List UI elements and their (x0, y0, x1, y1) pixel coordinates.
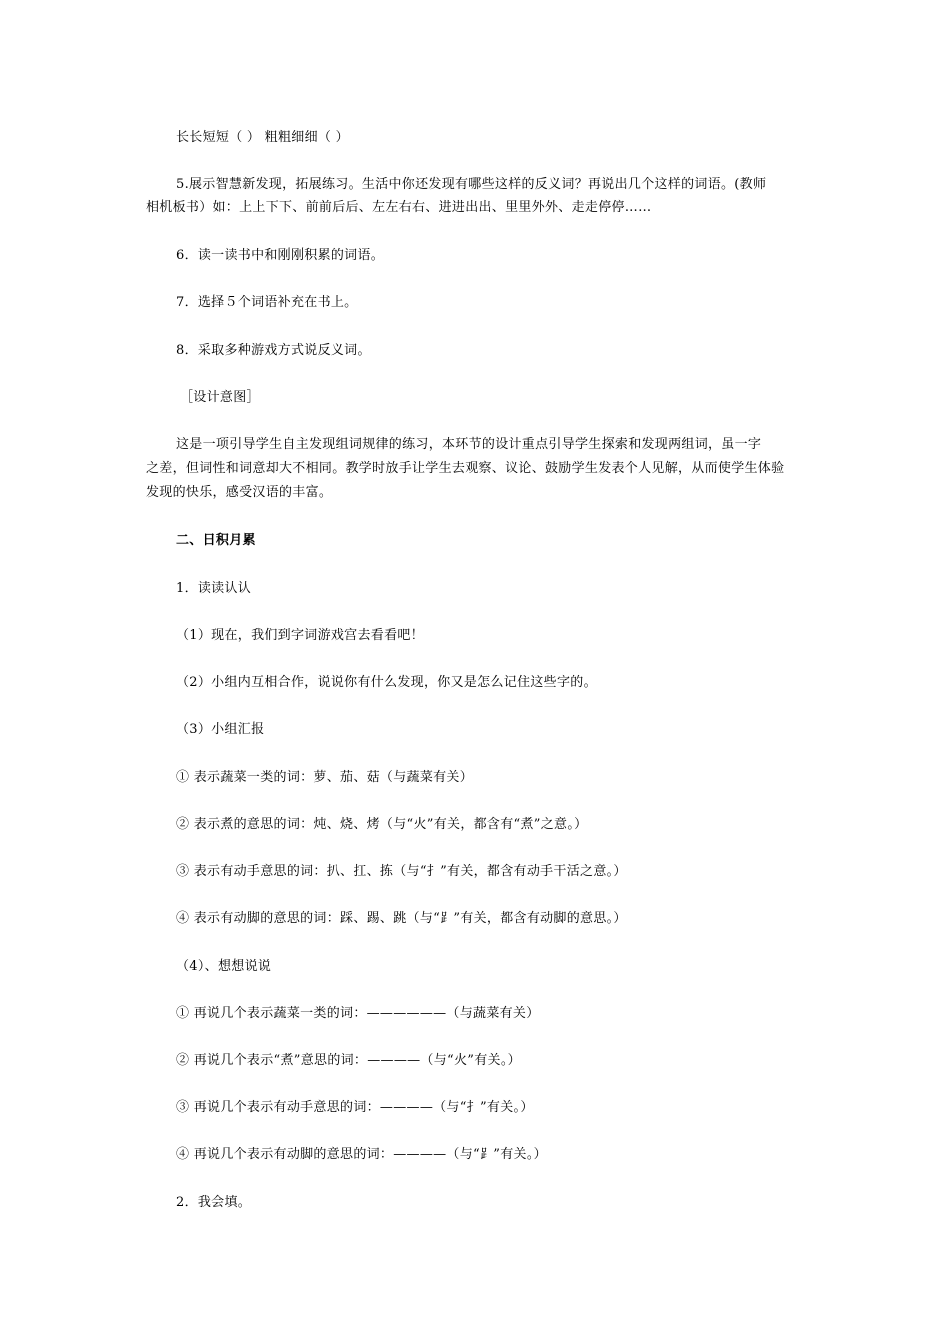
design-intent-heading: ［设计意图］ (180, 390, 260, 405)
design-intent-para-line-2: 之差，但词性和词意却大不相同。教学时放手让学生去观察、议论、鼓励学生发表个人见解，从而使学生体验 (146, 461, 785, 476)
text-line-sub-3: （3）小组汇报 (176, 722, 265, 737)
text-line-sub-2: （2）小组内互相合作，说说你有什么发现，你又是怎么记住这些字的。 (176, 675, 597, 690)
text-line-read-recognize: 1．读读认认 (176, 581, 252, 596)
section-heading-2: 二、日积月累 (176, 533, 256, 548)
text-line-item-5: 5.展示智慧新发现，拓展练习。生活中你还发现有哪些这样的反义词？再说出几个这样的词语。(教师 (176, 177, 767, 192)
text-line-word-pairs: 长长短短（ ） 粗粗细细（ ） (176, 130, 349, 145)
text-line-sub-1: （1）现在，我们到字词游戏宫去看看吧！ (176, 628, 424, 643)
text-line-fill-in: 2．我会填。 (176, 1195, 252, 1210)
think-say-item-4: ④ 再说几个表示有动脚的意思的词：————（与“⻊”有关。） (176, 1147, 547, 1162)
think-say-item-2: ② 再说几个表示“煮”意思的词：————（与“火”有关。） (176, 1053, 521, 1068)
think-say-item-1: ① 再说几个表示蔬菜一类的词：——————（与蔬菜有关） (176, 1006, 540, 1021)
text-line-sub-4: （4）、想想说说 (176, 959, 272, 974)
design-intent-para-line-3: 发现的快乐，感受汉语的丰富。 (146, 485, 333, 500)
report-item-3: ③ 表示有动手意思的词：扒、扛、拣（与“扌”有关，都含有动手干活之意。） (176, 864, 627, 879)
think-say-item-3: ③ 再说几个表示有动手意思的词：————（与“扌”有关。） (176, 1100, 534, 1115)
text-line-item-8: 8．采取多种游戏方式说反义词。 (176, 343, 371, 358)
report-item-4: ④ 表示有动脚的意思的词：踩、踢、跳（与“⻊”有关，都含有动脚的意思。） (176, 911, 627, 926)
report-item-2: ② 表示煮的意思的词：炖、烧、烤（与“火”有关，都含有“煮”之意。） (176, 817, 588, 832)
text-line-item-7: 7．选择５个词语补充在书上。 (176, 295, 358, 310)
design-intent-para-line-1: 这是一项引导学生自主发现组词规律的练习，本环节的设计重点引导学生探索和发现两组词，虽一字 (176, 437, 762, 452)
text-line-item-6: 6．读一读书中和刚刚积累的词语。 (176, 248, 385, 263)
report-item-1: ① 表示蔬菜一类的词：萝、茄、菇（与蔬菜有关） (176, 770, 474, 785)
text-line-item-5-cont: 相机板书）如：上上下下、前前后后、左左右右、进进出出、里里外外、走走停停…… (146, 200, 652, 215)
